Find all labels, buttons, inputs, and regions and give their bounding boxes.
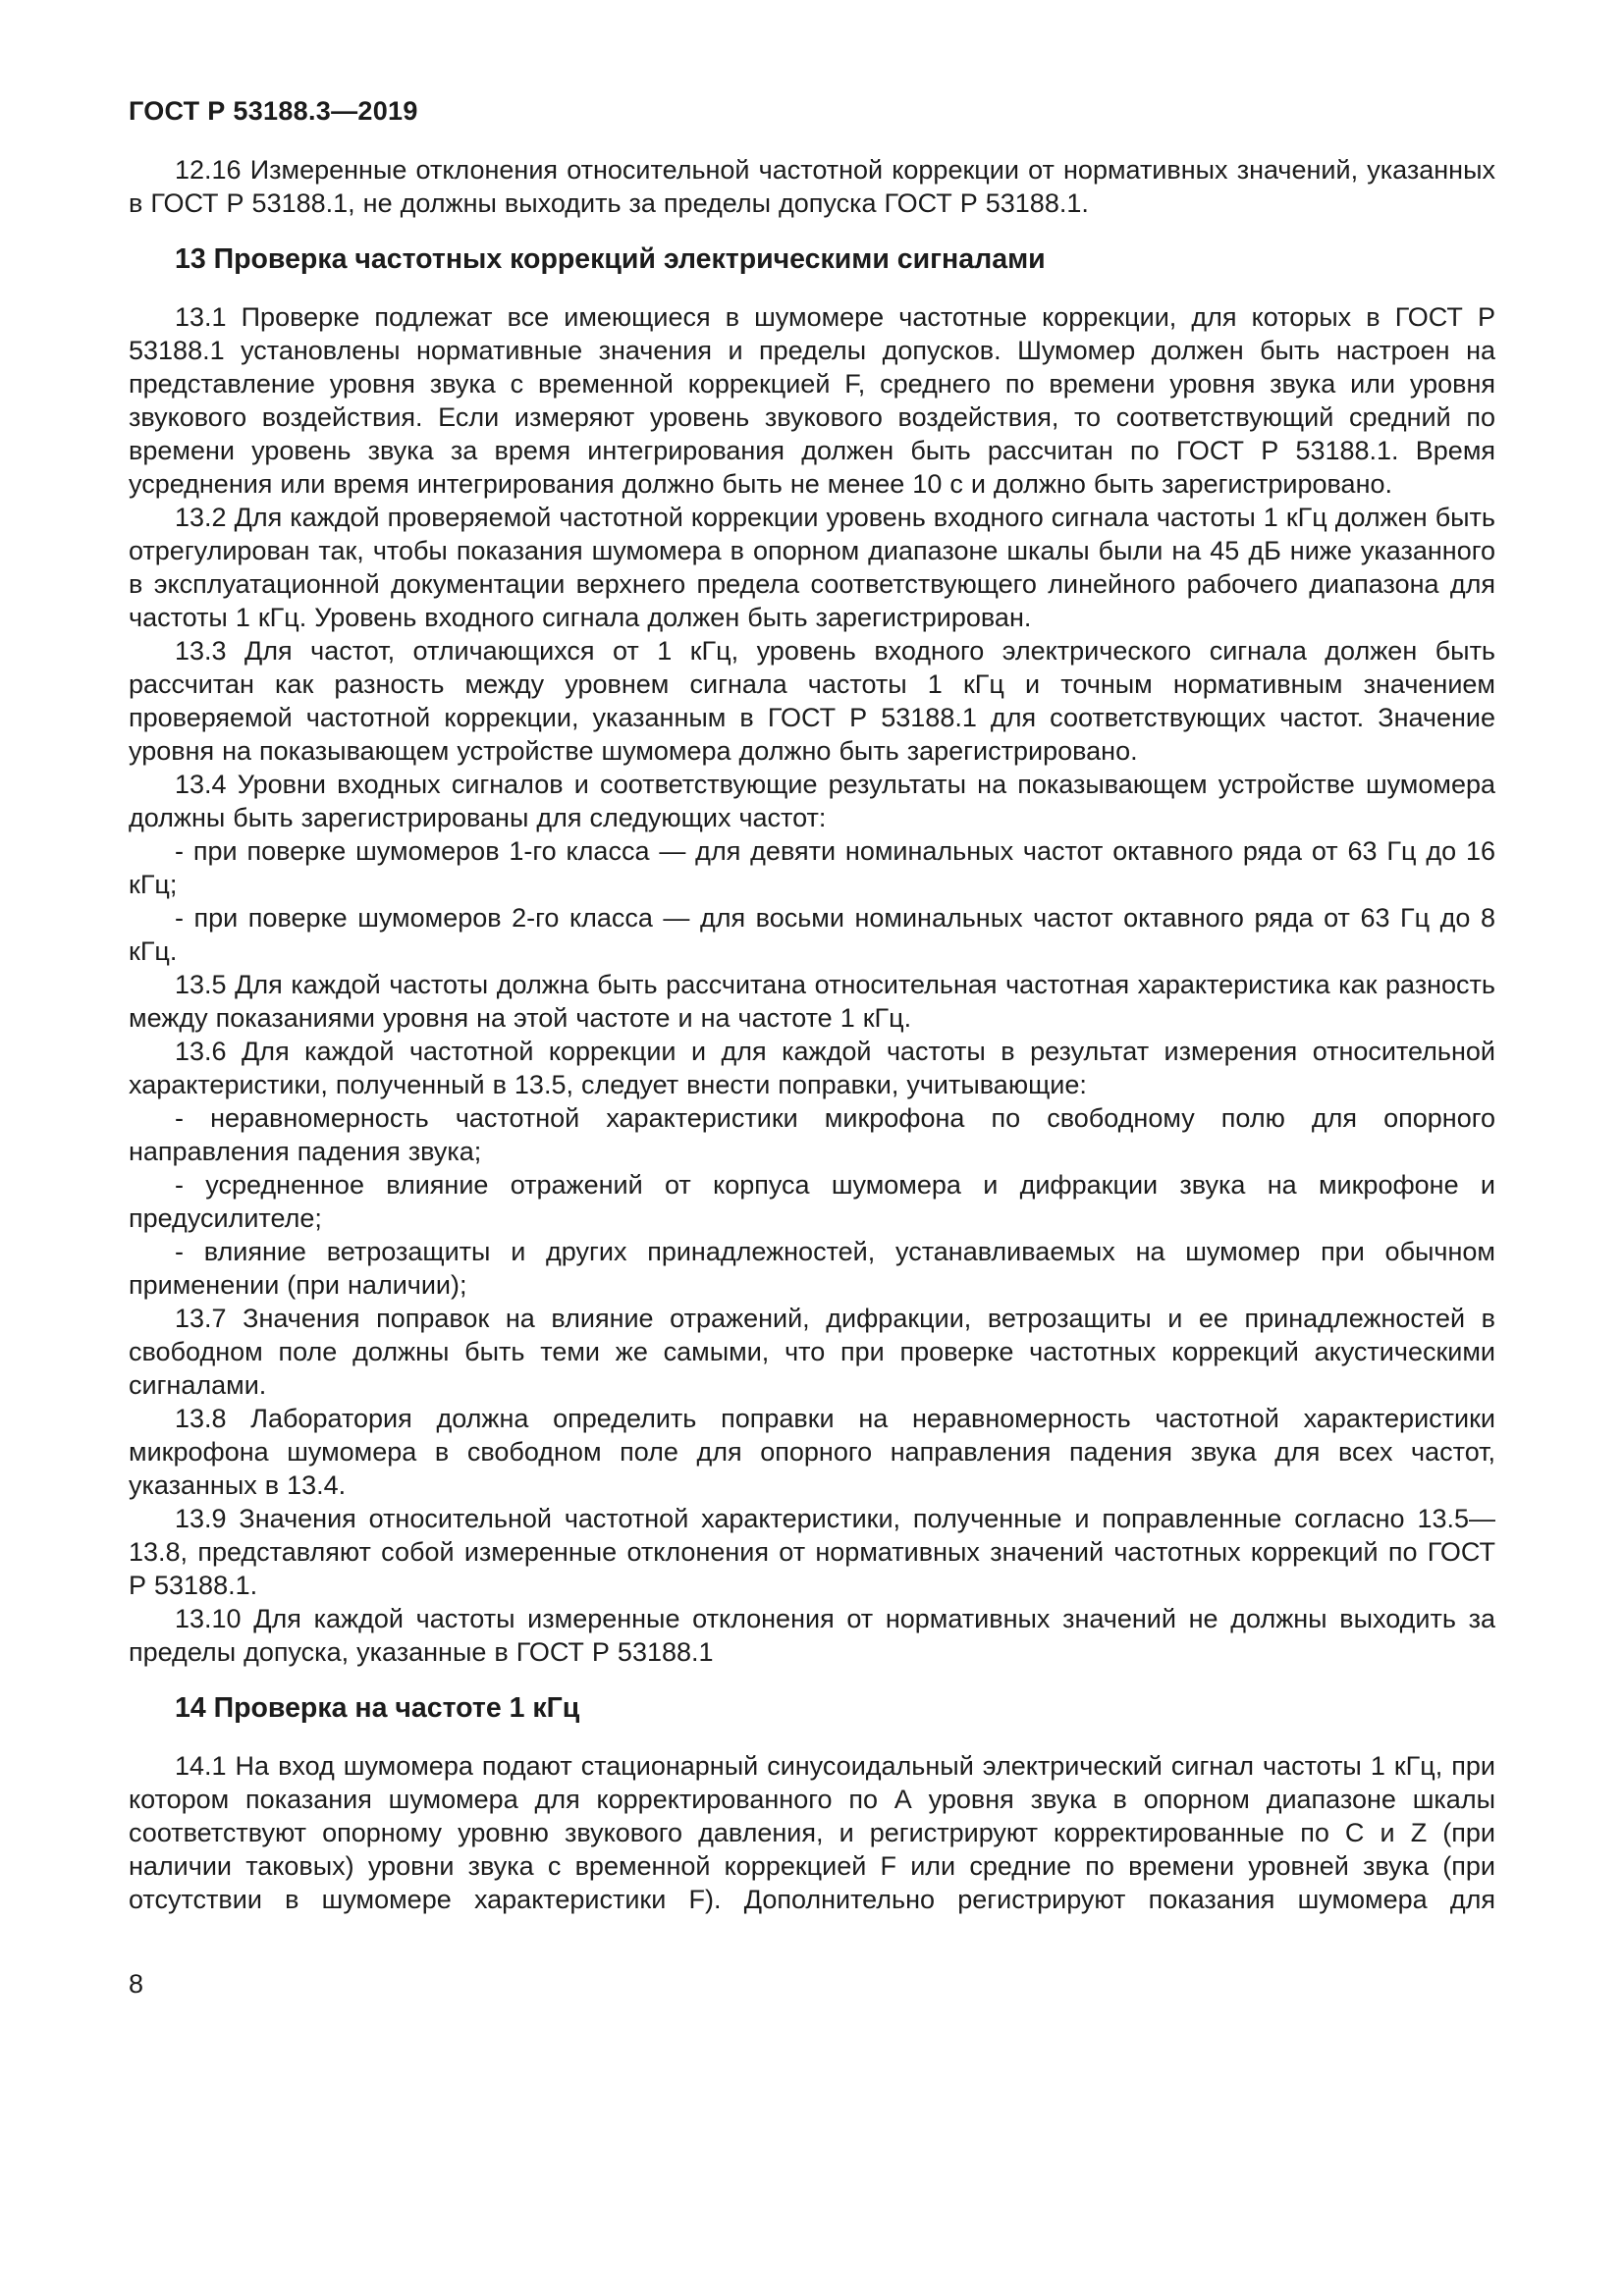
section-heading-13: 13 Проверка частотных коррекций электрическими сигналами bbox=[175, 243, 1046, 275]
paragraph-13-6: 13.6 Для каждой частотной коррекции и для каждой частоты в результат измерения относительной характеристики, полученный в 13.5, следует внести поправки, учитывающие: bbox=[129, 1037, 1495, 1099]
paragraph-13-8: 13.8 Лаборатория должна определить поправки на неравномерность частотной характеристики микрофона шумомера в свободном поле для опорного направления падения звука для всех частот, указанных в 13.4. bbox=[129, 1404, 1495, 1500]
paragraph-12-16: 12.16 Измеренные отклонения относительной частотной коррекции от нормативных значений, указанных в ГОСТ Р 53188.1, не должны выходить за пределы допуска ГОСТ Р 53188.1. bbox=[129, 155, 1495, 218]
document-title-header: ГОСТ Р 53188.3—2019 bbox=[129, 96, 418, 126]
paragraph-13-2: 13.2 Для каждой проверяемой частотной коррекции уровень входного сигнала частоты 1 кГц должен быть отрегулирован так, чтобы показания шумомера в опорном диапазоне шкалы были на 45 дБ ниже указанного в эксплуатационной документации верхнего предела соответствующего линейного рабочего диапазона для частоты 1 кГц. Уровень входного сигнала должен быть зарегистрирован. bbox=[129, 503, 1495, 632]
paragraph-13-4: 13.4 Уровни входных сигналов и соответствующие результаты на показывающем устройстве шумомера должны быть зарегистрированы для следующих частот: bbox=[129, 770, 1495, 832]
paragraph-14-1: 14.1 На вход шумомера подают стационарный синусоидальный электрический сигнал частоты 1 кГц, при котором показания шумомера для корректированного по А уровня звука в опорном диапазоне шкалы соответствуют опорному уровню звукового давления, и регистрируют корректированные по C и Z (при наличии таковых) уровни звука с временной коррекцией F или средние по времени уровней звука (при отсутствии в шумомере характеристики F). Дополнительно регистрируют показания шумомера для bbox=[129, 1751, 1495, 1914]
paragraph-13-10: 13.10 Для каждой частоты измеренные отклонения от нормативных значений не должны выходить за пределы допуска, указанные в ГОСТ Р 53188.1 bbox=[129, 1604, 1495, 1667]
paragraph-13-7: 13.7 Значения поправок на влияние отражений, дифракции, ветрозащиты и ее принадлежностей в свободном поле должны быть теми же самыми, что при проверке частотных коррекций акустическими сигналами. bbox=[129, 1304, 1495, 1400]
list-item-microphone-response: - неравномерность частотной характеристики микрофона по свободному полю для опорного направления падения звука; bbox=[129, 1103, 1495, 1166]
paragraph-13-9: 13.9 Значения относительной частотной характеристики, полученные и поправленные согласно 13.5—13.8, представляют собой измеренные отклонения от нормативных значений частотных коррекций по ГОСТ Р 53188.1. bbox=[129, 1504, 1495, 1600]
paragraph-13-1: 13.1 Проверке подлежат все имеющиеся в шумомере частотные коррекции, для которых в ГОСТ Р 53188.1 установлены нормативные значения и пределы допусков. Шумомер должен быть настроен на представление уровня звука с временной коррекцией F, среднего по времени уровня звука или уровня звукового воздействия. Если измеряют уровень звукового воздействия, то соответствующий средний по времени уровень звука за время интегрирования должен быть рассчитан по ГОСТ Р 53188.1. Время усреднения или время интегрирования должно быть не менее 10 с и должно быть зарегистрировано. bbox=[129, 302, 1495, 499]
page-number: 8 bbox=[129, 1969, 144, 1999]
list-item-case-reflections: - усредненное влияние отражений от корпуса шумомера и дифракции звука на микрофоне и предусилителе; bbox=[129, 1170, 1495, 1233]
paragraph-13-5: 13.5 Для каждой частоты должна быть рассчитана относительная частотная характеристика как разность между показаниями уровня на этой частоте и на частоте 1 кГц. bbox=[129, 970, 1495, 1033]
list-item-class2-frequencies: - при поверке шумомеров 2-го класса — для восьми номинальных частот октавного ряда от 63 Гц до 8 кГц. bbox=[129, 903, 1495, 966]
section-heading-14: 14 Проверка на частоте 1 кГц bbox=[175, 1692, 580, 1724]
paragraph-13-3: 13.3 Для частот, отличающихся от 1 кГц, уровень входного электрического сигнала должен быть рассчитан как разность между уровнем сигнала частоты 1 кГц и точным нормативным значением проверяемой частотной коррекции, указанным в ГОСТ Р 53188.1 для соответствующих частот. Значение уровня на показывающем устройстве шумомера должно быть зарегистрировано. bbox=[129, 636, 1495, 766]
list-item-class1-frequencies: - при поверке шумомеров 1-го класса — для девяти номинальных частот октавного ряда от 63 Гц до 16 кГц; bbox=[129, 836, 1495, 899]
list-item-windscreen-influence: - влияние ветрозащиты и других принадлежностей, устанавливаемых на шумомер при обычном применении (при наличии); bbox=[129, 1237, 1495, 1300]
